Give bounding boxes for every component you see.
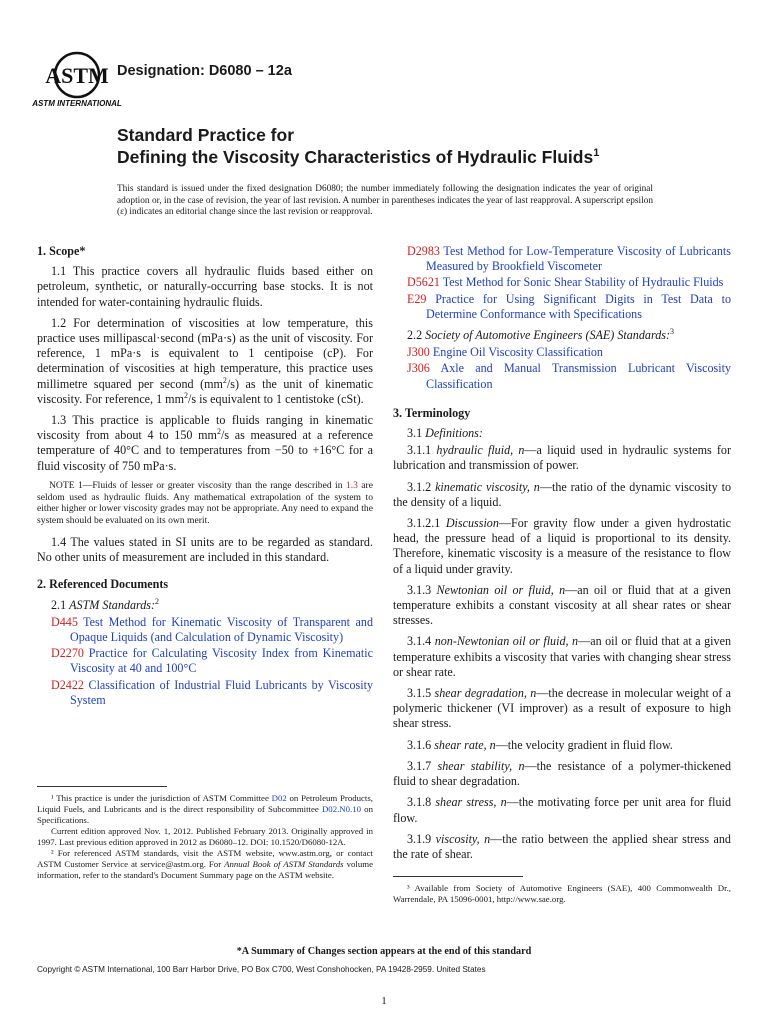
ref-j306[interactable]: J306 Axle and Manual Transmission Lubricant Viscosity Classification: [407, 361, 731, 391]
ref-d2983[interactable]: D2983 Test Method for Low-Temperature Viscosity of Lubricants Measured by Brookfield Viscometer: [407, 244, 731, 274]
footnote-1-edition: Current edition approved Nov. 1, 2012. Published February 2013. Originally approved in 1997. Last previous edition approved in 2012 as D6080–12. DOI: 10.1520/D6080-12A.: [37, 826, 373, 847]
section-terminology-heading: 3. Terminology: [393, 405, 471, 420]
logo-text: ASTM INTERNATIONAL: [32, 99, 122, 108]
section-referenced-heading: 2. Referenced Documents: [37, 577, 169, 592]
footnote-3: ³ Available from Society of Automotive Engineers (SAE), 400 Commonwealth Dr., Warrendale, PA 15096-0001, http://www.sae.org.: [393, 883, 731, 904]
definitions-label: 3.1 Definitions:: [407, 426, 483, 441]
ref-d5621[interactable]: D5621 Test Method for Sonic Shear Stability of Hydraulic Fluids: [407, 275, 724, 290]
term-3-1-6: 3.1.6 shear rate, n—the velocity gradient in fluid flow.: [407, 737, 673, 752]
sae-standards-label: 2.2 Society of Automotive Engineers (SAE) Standards:$^3$: [407, 326, 674, 343]
footnotes-left: [37, 786, 373, 881]
scope-1-2: 1.2 For determination of viscosities at low temperature, this practice uses millipascal·second (mPa·s) as the unit of viscosity. For reference, 1 mPa·s is equivalent to 1 centipoise (cP). For determination of viscosities at high temperature, this practice uses millimetre squared per second $(mm^2/s)$ as the unit of kinematic viscosity. For reference, 1 $mm^2/s$ is equivalent to 1 centistoke (cSt).: [37, 315, 373, 406]
intro-paragraph: This standard is issued under the fixed designation D6080; the number immediately following the designation indicates the year of original adoption or, in the case of revision, the year of last revision. A number in parentheses indicates the year of last reapproval. A superscript epsilon (ε) indicates an editorial change since the last revision or reapproval.: [117, 184, 653, 218]
term-3-1-7: 3.1.7 shear stability, n—the resistance of a polymer-thickened fluid to shear degradation.: [393, 758, 731, 789]
footnote-2: ² For referenced ASTM standards, visit the ASTM website, www.astm.org, or contact ASTM Customer Service at service@astm.org. For Annual Book of ASTM Standards volume information, refer to the standard's Document Summary page on the ASTM website.: [37, 848, 373, 880]
footnote-1: ¹ This practice is under the jurisdiction of ASTM Committee D02 on Petroleum Products, Liquid Fuels, and Lubricants and is the direct responsibility of Subcommittee D02.N0.10 on Specifications.: [37, 793, 373, 825]
term-3-1-8: 3.1.8 shear stress, n—the motivating force per unit area for fluid flow.: [393, 795, 731, 825]
section-scope-heading: 1. Scope*: [37, 244, 86, 258]
scope-1-1: 1.1 This practice covers all hydraulic fluids based either on petroleum, synthetic, or naturally-occurring base stocks. It is not intended for water-containing hydraulic fluids.: [37, 264, 373, 309]
term-3-1-5: 3.1.5 shear degradation, n—the decrease in molecular weight of a polymeric thickener (VI improver) as a result of exposure to high shear stress.: [393, 686, 731, 731]
footnote-rule-right: [393, 876, 523, 877]
ref-d445[interactable]: D445 Test Method for Kinematic Viscosity of Transparent and Opaque Liquids (and Calculation of Dynamic Viscosity): [51, 614, 373, 645]
right-column: [393, 244, 731, 868]
astm-standards-label: 2.1 ASTM Standards:$^2$: [51, 596, 160, 612]
document-title: [117, 124, 599, 168]
term-3-1-9: 3.1.9 viscosity, n—the ratio between the applied shear stress and the rate of shear.: [393, 831, 731, 861]
term-3-1-3: 3.1.3 Newtonian oil or fluid, n—an oil or fluid that at a given temperature exhibits a constant viscosity at all shear rates or shear stresses.: [393, 582, 731, 628]
note-link[interactable]: 1.3: [345, 479, 358, 491]
svg-text:ASTM: ASTM: [45, 63, 109, 88]
astm-logo: [32, 50, 122, 108]
left-column: [37, 244, 373, 709]
ref-e29[interactable]: E29 Practice for Using Significant Digits in Test Data to Determine Conformance with Specifications: [407, 291, 731, 321]
ref-d2270[interactable]: D2270 Practice for Calculating Viscosity Index from Kinematic Viscosity at 40 and 100°C: [51, 646, 373, 676]
footnotes-right: [393, 876, 731, 905]
term-3-1-2: 3.1.2 kinematic viscosity, n—the ratio of the dynamic viscosity to the density of a liquid.: [393, 479, 731, 509]
designation: Designation: D6080 – 12a: [117, 63, 292, 79]
title-line-2: Defining the Viscosity Characteristics of Hydraulic Fluids$^1$: [117, 147, 600, 167]
term-3-1-2-1: 3.1.2.1 Discussion—For gravity flow under a given hydrostatic head, the pressure head of a liquid is proportional to its density. Therefore, kinematic viscosity is a measure of the resistance to flow of a liquid under gravity.: [393, 516, 732, 576]
footnote-rule: [37, 786, 167, 787]
scope-1-3: 1.3 This practice is applicable to fluids ranging in kinematic viscosity from about 4 to 150 $mm^2/s$ as measured at a reference temperature of 40°C and to temperatures from −50 to +16°C for a fluid viscosity of 750 mPa·s.: [37, 413, 373, 473]
ref-j300[interactable]: J300 Engine Oil Viscosity Classification: [407, 345, 603, 360]
term-3-1-4: 3.1.4 non-Newtonian oil or fluid, n—an oil or fluid that at a given temperature exhibits a viscosity that varies with changing shear stress or shear rate.: [393, 634, 731, 679]
summary-of-changes-note: *A Summary of Changes section appears at the end of this standard: [236, 946, 532, 957]
scope-1-4: 1.4 The values stated in SI units are to be regarded as standard. No other units of measurement are included in this standard.: [37, 535, 373, 565]
note-1: NOTE 1—Fluids of lesser or greater viscosity than the range described in 1.3 are seldom used as hydraulic fluids. Any mathematical extrapolation of the system to either higher or lower viscosity grades may not be appropriate. Any need to expand the system should be evaluated on its own merit.: [37, 479, 373, 527]
copyright: Copyright © ASTM International, 100 Barr Harbor Drive, PO Box C700, West Conshohocken, PA 19428-2959. United States: [37, 965, 486, 974]
page-number: 1: [381, 995, 387, 1007]
ref-d2422[interactable]: D2422 Classification of Industrial Fluid Lubricants by Viscosity System: [51, 677, 373, 707]
title-line-1: Standard Practice for: [117, 125, 294, 145]
term-3-1-1: 3.1.1 hydraulic fluid, n—a liquid used in hydraulic systems for lubrication and transmission of power.: [393, 443, 731, 473]
